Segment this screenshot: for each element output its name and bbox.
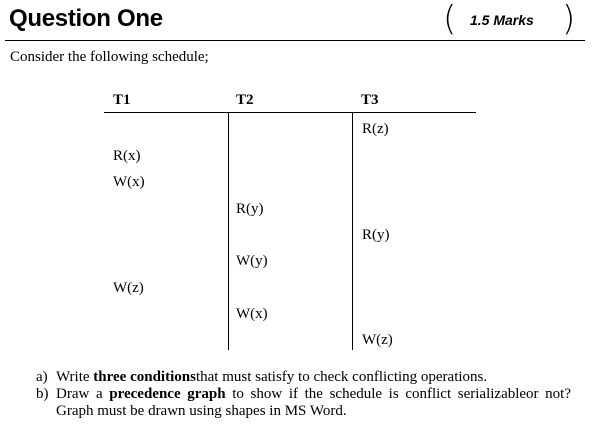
marks-text: 1.5 Marks [470, 12, 534, 28]
intro-text: Consider the following schedule; [10, 49, 209, 65]
schedule-op-t2: R(y) [236, 201, 264, 217]
question-list [36, 369, 571, 420]
schedule-op-t2: W(x) [236, 306, 268, 322]
schedule-op-t1: R(x) [113, 148, 141, 164]
question-item-b [36, 386, 571, 420]
question-text-part: to show if the schedule is conflict serializableor not?Graph must be drawn using shapes in MS Word. [56, 386, 572, 419]
column-divider-2 [352, 113, 353, 350]
question-text-part: that must satisfy to check conflicting operations. [195, 369, 488, 385]
schedule-op-t1: W(z) [113, 280, 144, 296]
question-item-a [36, 369, 571, 386]
schedule-op-t3: R(z) [362, 121, 389, 137]
question-text [56, 369, 571, 386]
table-header-line [104, 112, 476, 113]
schedule-op-t3: W(z) [362, 332, 393, 348]
column-divider-1 [228, 113, 229, 350]
right-bracket-icon: ) [562, 0, 576, 39]
question-emphasis: precedence graph [109, 386, 226, 402]
column-header-t2: T2 [236, 92, 254, 108]
left-bracket-icon: ( [443, 0, 457, 39]
question-title: Question One [9, 5, 163, 32]
question-label: b) [36, 386, 49, 402]
column-header-t3: T3 [361, 92, 379, 108]
schedule-op-t1: W(x) [113, 174, 145, 190]
question-text-part: Write [56, 369, 94, 385]
column-header-t1: T1 [113, 92, 131, 108]
question-text [56, 386, 571, 420]
schedule-op-t3: R(y) [362, 227, 390, 243]
schedule-op-t2: W(y) [236, 253, 268, 269]
question-label: a) [36, 369, 48, 385]
question-emphasis: three conditions [93, 369, 196, 385]
question-text-part: Draw a [56, 386, 110, 402]
